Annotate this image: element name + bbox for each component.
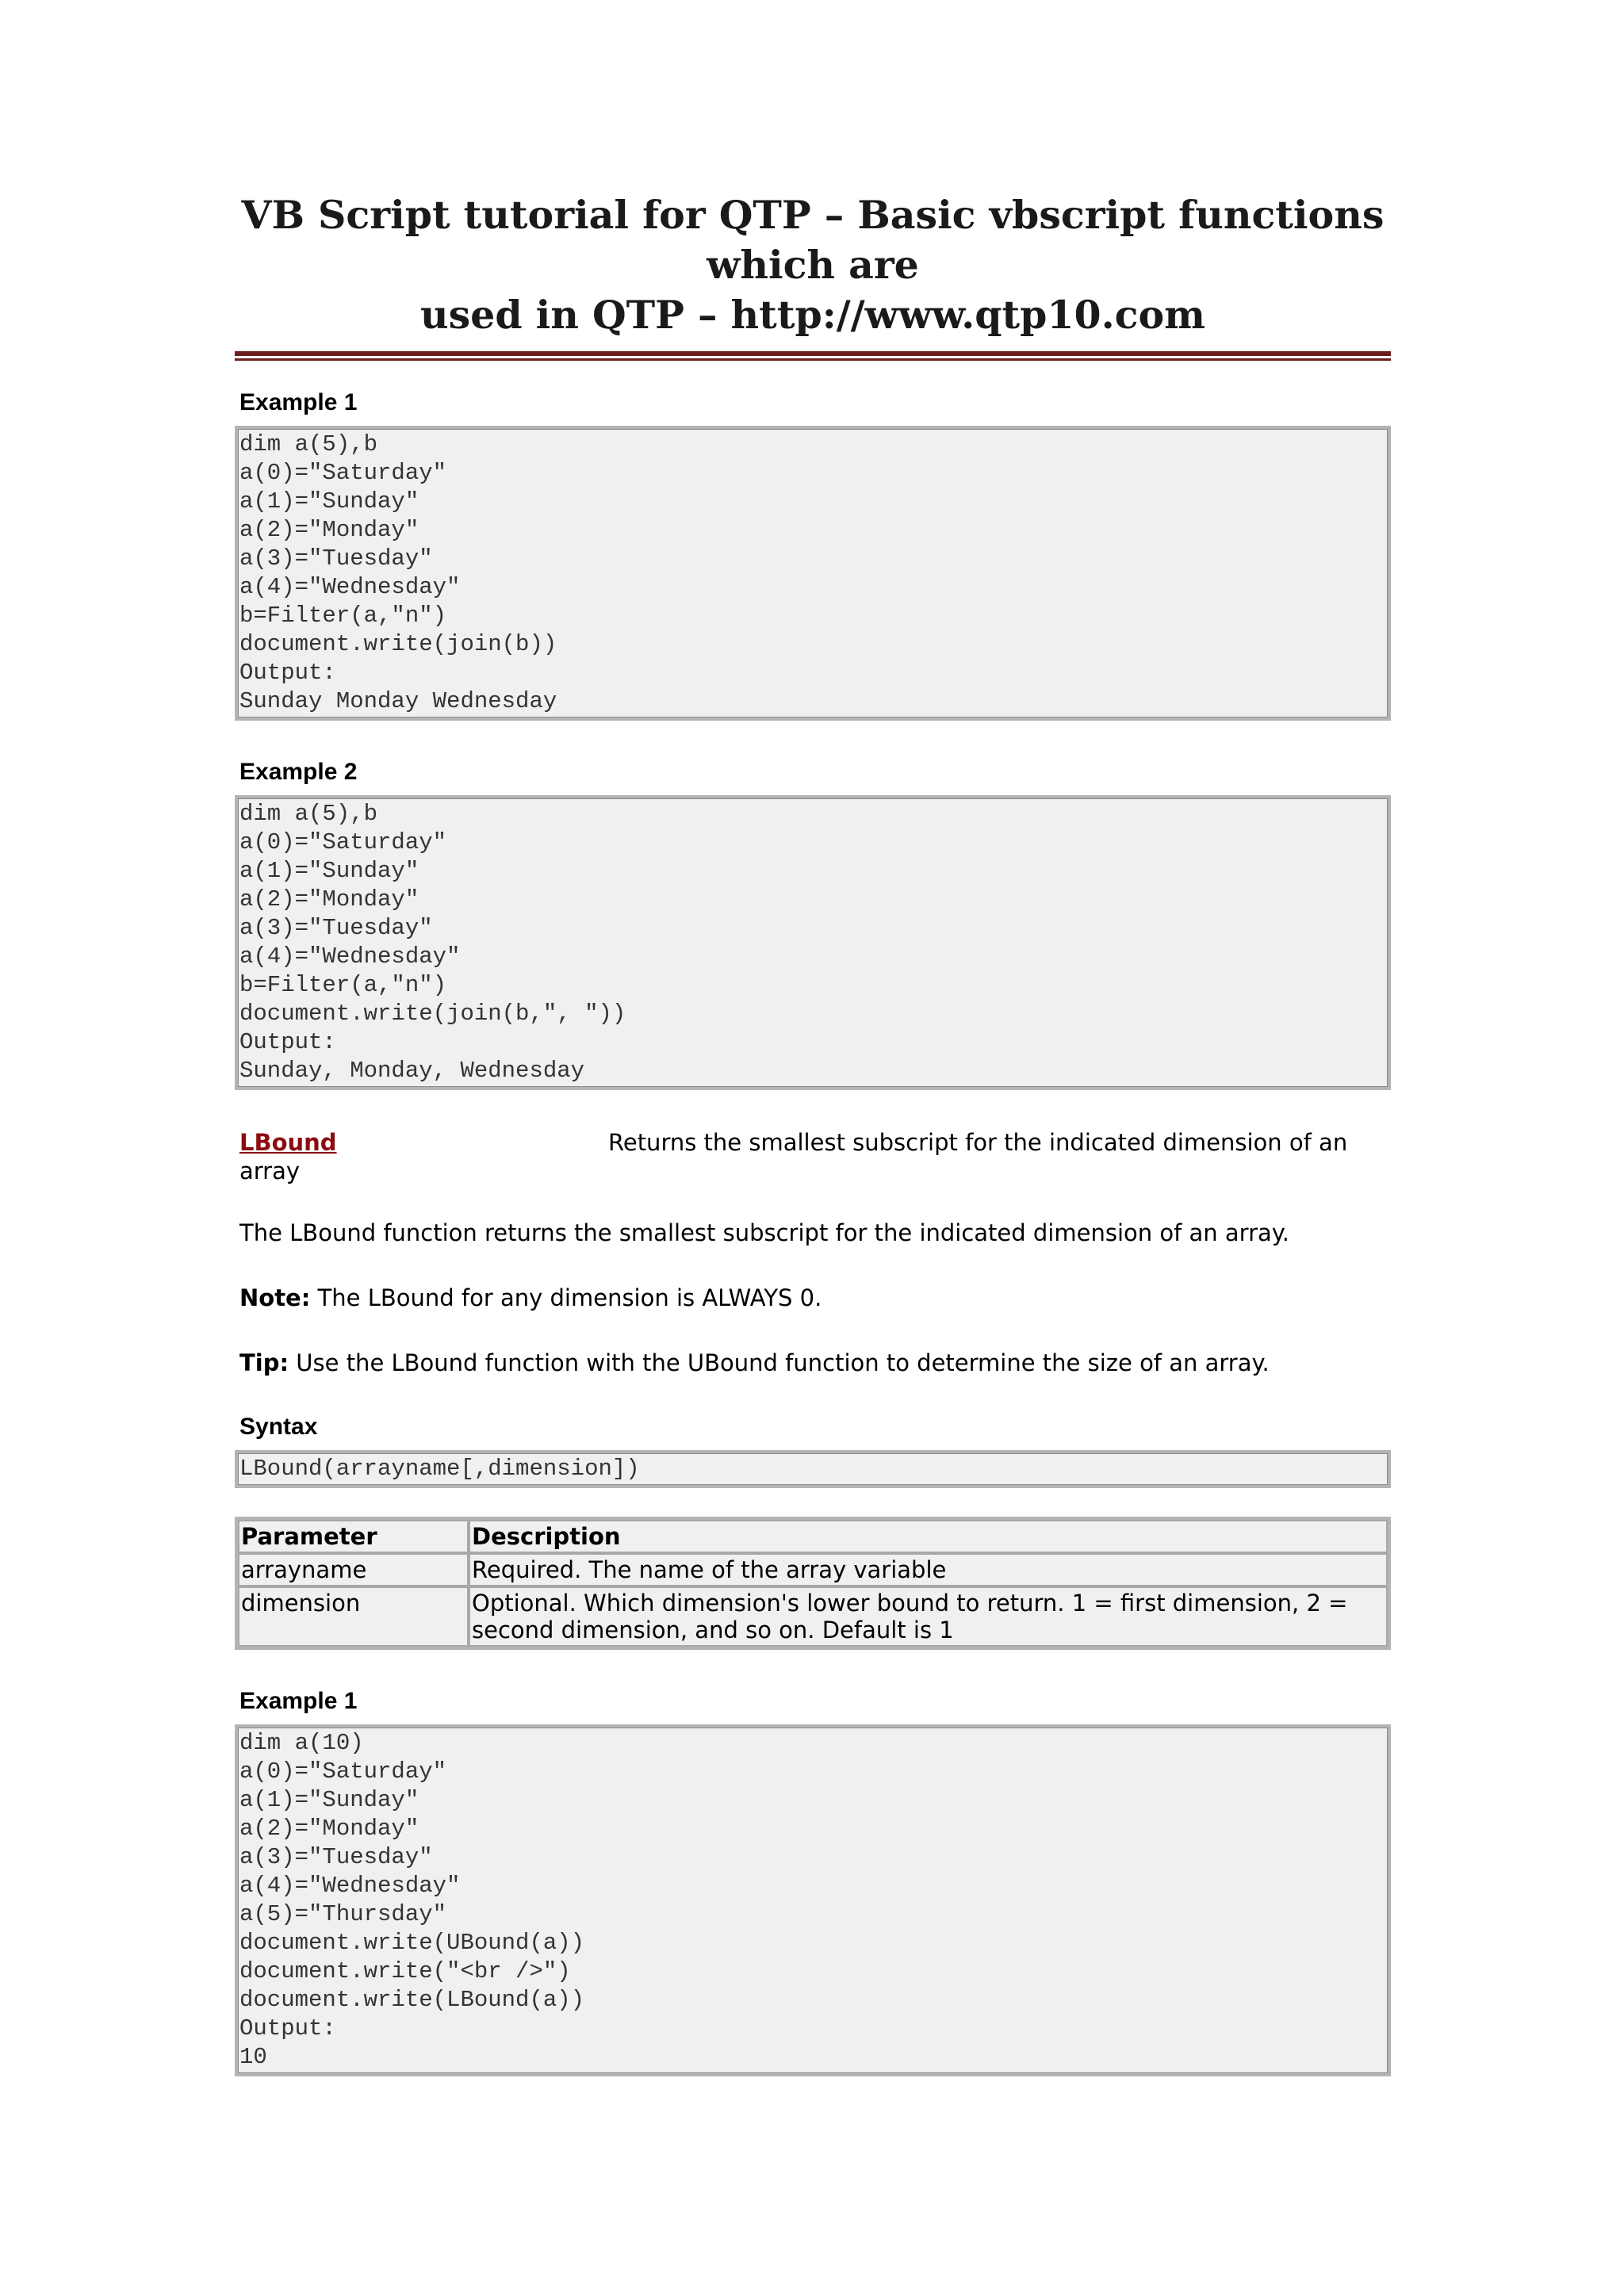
code-line: dim a(10) <box>239 1730 364 1756</box>
code-line: Sunday Monday Wednesday <box>239 688 557 714</box>
code-line: dim a(5),b <box>239 801 378 827</box>
lbound-tip <box>239 1349 1391 1377</box>
column-header-description: Description <box>469 1520 1388 1553</box>
lbound-description: The LBound function returns the smallest subscript for the indicated dimension of an array. <box>239 1219 1290 1246</box>
code-line: document.write(join(b,", ")) <box>239 1001 626 1027</box>
code-line: a(0)="Saturday" <box>239 1758 447 1785</box>
tip-label: Tip: <box>239 1349 289 1376</box>
lbound-link[interactable]: LBound <box>239 1129 337 1156</box>
code-line: document.write(UBound(a)) <box>239 1930 585 1956</box>
example-heading: Example 1 <box>239 389 358 415</box>
column-header-parameter: Parameter <box>238 1520 469 1553</box>
code-line: a(4)="Wednesday" <box>239 574 461 600</box>
code-line: a(0)="Saturday" <box>239 460 447 486</box>
code-line: a(1)="Sunday" <box>239 488 419 515</box>
code-line: Output: <box>239 660 336 686</box>
parameters-table <box>235 1517 1391 1650</box>
lbound-summary <box>239 1128 1391 1185</box>
code-line: a(3)="Tuesday" <box>239 545 433 572</box>
lbound-short-description-continued: array <box>239 1158 301 1184</box>
code-line: a(1)="Sunday" <box>239 858 419 884</box>
code-line: Output: <box>239 2015 336 2042</box>
document-title <box>235 190 1391 351</box>
example-heading: Example 2 <box>239 759 358 785</box>
code-line: a(2)="Monday" <box>239 886 419 913</box>
syntax-heading: Syntax <box>239 1414 318 1440</box>
code-line: a(2)="Monday" <box>239 517 419 543</box>
code-line: 10 <box>239 2044 267 2070</box>
code-line: Output: <box>239 1029 336 1055</box>
document-title-line-2: used in QTP – http://www.qtp10.com <box>419 292 1206 338</box>
document-title-line-1: VB Script tutorial for QTP – Basic vbscript functions which are <box>241 192 1385 288</box>
note-text: The LBound for any dimension is ALWAYS 0. <box>310 1284 822 1311</box>
code-line: a(2)="Monday" <box>239 1816 419 1842</box>
code-line: a(3)="Tuesday" <box>239 1844 433 1870</box>
code-line: a(1)="Sunday" <box>239 1787 419 1813</box>
example-heading: Example 1 <box>239 1688 358 1714</box>
syntax-code-block <box>235 1450 1391 1488</box>
document-page <box>235 190 1391 2114</box>
table-row <box>238 1586 1388 1647</box>
tip-text: Use the LBound function with the UBound function to determine the size of an array. <box>289 1349 1270 1376</box>
code-line: b=Filter(a,"n") <box>239 603 447 629</box>
code-line: document.write("<br />") <box>239 1958 571 1984</box>
code-line: a(0)="Saturday" <box>239 829 447 855</box>
parameter-name: dimension <box>238 1586 469 1647</box>
table-header-row <box>238 1520 1388 1553</box>
code-line: a(3)="Tuesday" <box>239 915 433 941</box>
title-divider <box>235 351 1391 361</box>
parameter-description: Required. The name of the array variable <box>469 1553 1388 1586</box>
code-line: document.write(LBound(a)) <box>239 1987 585 2013</box>
code-line: dim a(5),b <box>239 431 378 457</box>
table-row <box>238 1553 1388 1586</box>
parameter-description: Optional. Which dimension's lower bound to return. 1 = first dimension, 2 = second dimension, and so on. Default is 1 <box>469 1586 1388 1647</box>
code-block <box>235 795 1391 1090</box>
parameter-name: arrayname <box>238 1553 469 1586</box>
code-block <box>235 1724 1391 2076</box>
code-line: a(4)="Wednesday" <box>239 1873 461 1899</box>
lbound-short-description: Returns the smallest subscript for the indicated dimension of an <box>608 1129 1348 1156</box>
lbound-note <box>239 1284 1391 1312</box>
code-block <box>235 426 1391 721</box>
code-line: document.write(join(b)) <box>239 631 557 657</box>
syntax-code-line: LBound(arrayname[,dimension]) <box>239 1456 640 1482</box>
code-line: b=Filter(a,"n") <box>239 972 447 998</box>
code-line: Sunday, Monday, Wednesday <box>239 1058 585 1084</box>
code-line: a(5)="Thursday" <box>239 1901 447 1927</box>
code-line: a(4)="Wednesday" <box>239 943 461 970</box>
note-label: Note: <box>239 1284 311 1311</box>
